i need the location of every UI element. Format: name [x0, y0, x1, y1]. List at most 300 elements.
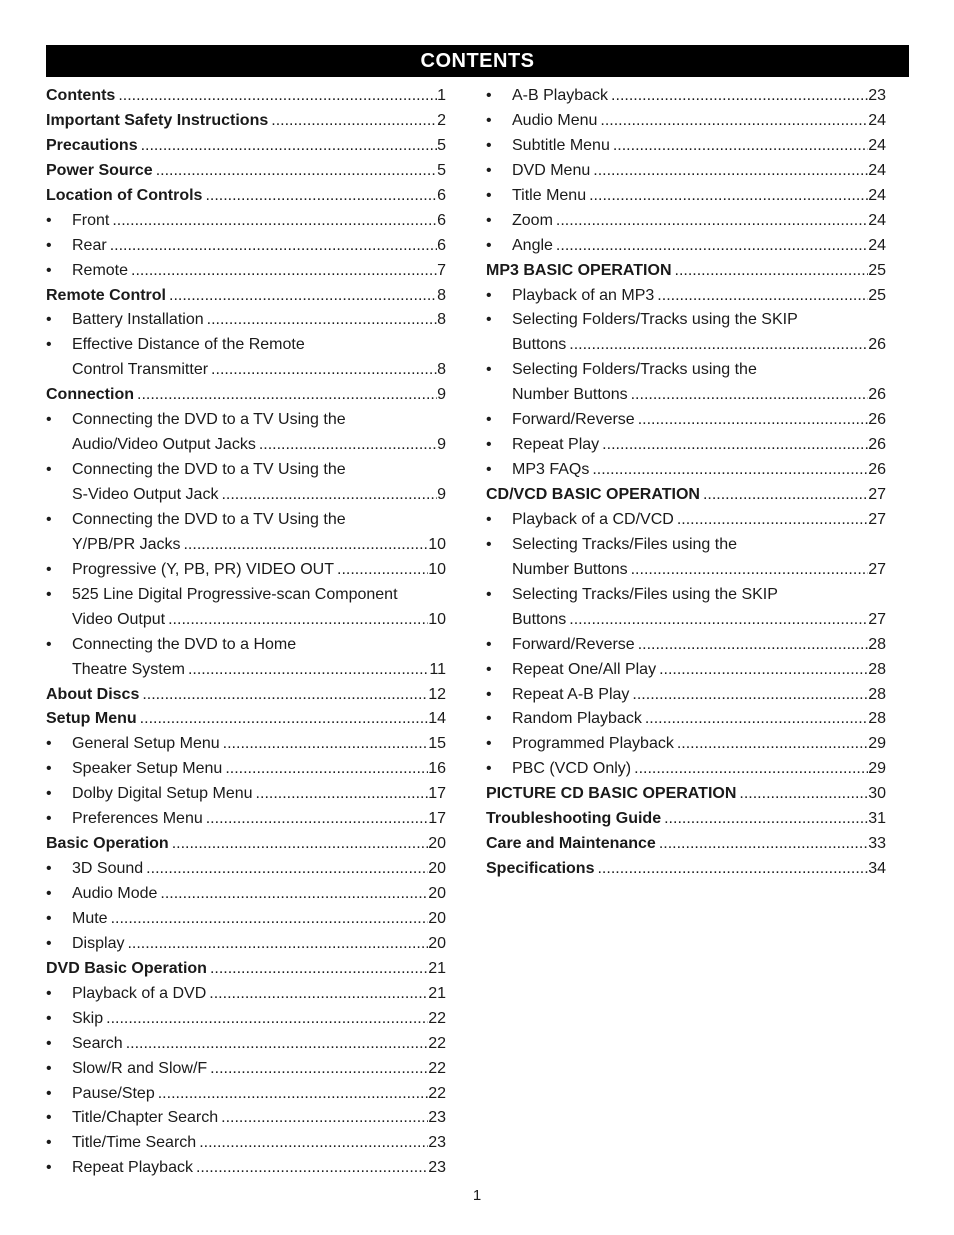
toc-entry: [46, 508, 446, 533]
dot-leader: [271, 109, 437, 134]
toc-page-number: 7: [437, 261, 446, 279]
toc-entry: [486, 583, 886, 608]
dot-leader: [664, 807, 868, 832]
bullet-icon: •: [486, 211, 492, 229]
dot-leader: [593, 159, 868, 184]
toc-entry: [486, 433, 886, 458]
dot-leader: [569, 333, 868, 358]
toc-page-number: 20: [428, 835, 446, 853]
toc-entry: [486, 658, 886, 683]
toc-page-number: 27: [868, 486, 886, 503]
dot-leader: [106, 1007, 428, 1032]
toc-entry-label: Zoom: [512, 211, 553, 229]
bullet-icon: •: [46, 1084, 52, 1102]
toc-section-entry: [486, 857, 886, 882]
toc-entry-label: Precautions: [46, 136, 138, 154]
toc-entry: [46, 658, 446, 683]
toc-entry-label: Theatre System: [72, 660, 185, 678]
toc-section-entry: [486, 483, 886, 508]
dot-leader: [110, 234, 437, 259]
toc-entry: [46, 633, 446, 658]
bullet-icon: •: [46, 461, 52, 479]
dot-leader: [677, 508, 868, 533]
toc-entry-label: Title Menu: [512, 186, 587, 204]
toc-entry-label: Location of Controls: [46, 186, 203, 204]
toc-entry-label: Preferences Menu: [72, 810, 203, 828]
toc-page-number: 5: [437, 161, 446, 179]
toc-entry-label: PBC (VCD Only): [512, 760, 632, 778]
bullet-icon: •: [46, 1159, 52, 1177]
toc-section-entry: [486, 259, 886, 284]
toc-entry-label: Audio Menu: [512, 111, 598, 129]
toc-section-entry: [46, 134, 446, 159]
toc-entry: [46, 1082, 446, 1107]
toc-entry-label: 525 Line Digital Progressive-scan Component: [72, 585, 398, 603]
toc-page-number: 10: [428, 610, 446, 628]
toc-section-entry: [486, 782, 886, 807]
toc-entry: [486, 757, 886, 782]
toc-entry: [486, 508, 886, 533]
bullet-icon: •: [46, 635, 52, 653]
bullet-icon: •: [486, 87, 492, 104]
bullet-icon: •: [486, 186, 492, 204]
toc-entry: [46, 882, 446, 907]
toc-entry-label: Connecting the DVD to a TV Using the: [72, 461, 346, 479]
bullet-icon: •: [46, 860, 52, 878]
bullet-icon: •: [486, 161, 492, 179]
toc-entry: [46, 757, 446, 782]
toc-entry-label: Connecting the DVD to a Home: [72, 635, 297, 653]
toc-page-number: 22: [428, 1034, 446, 1052]
toc-page-number: 24: [868, 161, 886, 179]
toc-entry: [46, 458, 446, 483]
bullet-icon: •: [486, 411, 492, 429]
dot-leader: [225, 757, 428, 782]
bullet-icon: •: [46, 909, 52, 927]
dot-leader: [199, 1131, 428, 1156]
toc-entry: [486, 683, 886, 708]
dot-leader: [131, 259, 437, 284]
dot-leader: [221, 1106, 428, 1131]
toc-section-entry: [46, 109, 446, 134]
toc-entry-label: Pause/Step: [72, 1084, 155, 1102]
toc-entry: [46, 907, 446, 932]
toc-entry-label: CD/VCD BASIC OPERATION: [486, 486, 700, 503]
toc-page-number: 8: [437, 286, 446, 304]
dot-leader: [659, 832, 868, 857]
dot-leader: [256, 782, 429, 807]
bullet-icon: •: [486, 760, 492, 778]
toc-page-number: 15: [428, 735, 446, 753]
dot-leader: [172, 832, 429, 857]
toc-entry-label: DVD Basic Operation: [46, 959, 207, 977]
bullet-icon: •: [46, 411, 52, 429]
toc-entry: [486, 84, 886, 109]
toc-entry-label: Repeat One/All Play: [512, 660, 657, 678]
dot-leader: [223, 732, 429, 757]
bullet-icon: •: [486, 136, 492, 154]
toc-entry-label: Connection: [46, 386, 134, 404]
toc-entry-label: Repeat A-B Play: [512, 685, 630, 703]
toc-entry-label: Contents: [46, 87, 116, 104]
dot-leader: [337, 558, 428, 583]
toc-entry: [46, 782, 446, 807]
toc-entry: [486, 383, 886, 408]
toc-entry: [46, 483, 446, 508]
toc-entry: [486, 558, 886, 583]
bullet-icon: •: [46, 885, 52, 902]
dot-leader: [259, 433, 437, 458]
toc-page-number: 21: [428, 984, 446, 1002]
toc-entry-label: Connecting the DVD to a TV Using the: [72, 411, 346, 429]
toc-entry-label: Repeat Playback: [72, 1159, 193, 1177]
toc-entry-label: Title/Chapter Search: [72, 1109, 219, 1127]
toc-entry: [46, 358, 446, 383]
toc-section-entry: [46, 707, 446, 732]
bullet-icon: •: [46, 785, 52, 803]
toc-page-number: 21: [428, 959, 446, 977]
dot-leader: [597, 857, 868, 882]
dot-leader: [112, 209, 437, 234]
dot-leader: [137, 383, 437, 408]
toc-entry-label: Progressive (Y, PB, PR) VIDEO OUT: [72, 560, 334, 578]
toc-section-entry: [46, 284, 446, 309]
dot-leader: [589, 184, 868, 209]
toc-entry: [486, 159, 886, 184]
toc-entry-label: Buttons: [512, 336, 567, 354]
dot-leader: [211, 358, 437, 383]
toc-page-number: 28: [868, 660, 886, 678]
toc-section-entry: [46, 159, 446, 184]
dot-leader: [141, 134, 438, 159]
toc-page-number: 23: [868, 87, 886, 104]
toc-section-entry: [46, 84, 446, 109]
toc-entry: [486, 608, 886, 633]
toc-entry-label: Setup Menu: [46, 710, 137, 728]
bullet-icon: •: [46, 510, 52, 528]
toc-page-number: 26: [868, 411, 886, 429]
bullet-icon: •: [46, 1034, 52, 1052]
toc-page-number: 27: [868, 510, 886, 528]
bullet-icon: •: [46, 934, 52, 952]
toc-entry-label: Video Output: [72, 610, 166, 628]
dot-leader: [196, 1156, 428, 1181]
dot-leader: [631, 558, 869, 583]
toc-entry: [486, 358, 886, 383]
toc-page-number: 20: [428, 885, 446, 902]
toc-entry-label: Slow/R and Slow/F: [72, 1059, 208, 1077]
toc-page-number: 22: [428, 1084, 446, 1102]
page-number: 1: [472, 1187, 482, 1204]
dot-leader: [209, 982, 428, 1007]
toc-section-entry: [46, 383, 446, 408]
toc-page-number: 8: [437, 361, 446, 379]
toc-entry-label: Title/Time Search: [72, 1134, 197, 1152]
toc-entry: [486, 308, 886, 333]
bullet-icon: •: [46, 1109, 52, 1127]
toc-page-number: 24: [868, 186, 886, 204]
bullet-icon: •: [486, 311, 492, 329]
toc-entry-label: Buttons: [512, 610, 567, 628]
contents-banner: [46, 45, 909, 77]
toc-entry-label: Audio/Video Output Jacks: [72, 436, 256, 454]
toc-entry: [46, 807, 446, 832]
dot-leader: [631, 383, 869, 408]
dot-leader: [206, 807, 428, 832]
toc-entry: [46, 234, 446, 259]
toc-section-entry: [486, 832, 886, 857]
toc-entry: [486, 732, 886, 757]
bullet-icon: •: [46, 560, 52, 578]
toc-entry: [46, 1131, 446, 1156]
toc-entry-label: Remote Control: [46, 286, 166, 304]
toc-entry: [486, 707, 886, 732]
bullet-icon: •: [46, 236, 52, 254]
toc-page-number: 34: [868, 860, 886, 878]
toc-entry: [46, 583, 446, 608]
toc-entry-label: Forward/Reverse: [512, 635, 635, 653]
toc-entry: [486, 234, 886, 259]
toc-entry-label: Care and Maintenance: [486, 835, 656, 853]
toc-entry: [46, 982, 446, 1007]
toc-entry-label: A-B Playback: [512, 87, 609, 104]
toc-entry: [486, 458, 886, 483]
toc-entry-label: Dolby Digital Setup Menu: [72, 785, 253, 803]
toc-entry: [486, 408, 886, 433]
toc-page-number: 28: [868, 635, 886, 653]
toc-entry-label: Display: [72, 934, 125, 952]
toc-entry: [46, 333, 446, 358]
toc-page-number: 24: [868, 136, 886, 154]
toc-entry: [46, 1007, 446, 1032]
toc-entry: [46, 259, 446, 284]
dot-leader: [657, 284, 868, 309]
bullet-icon: •: [46, 1009, 52, 1027]
bullet-icon: •: [486, 236, 492, 254]
bullet-icon: •: [46, 311, 52, 329]
bullet-icon: •: [486, 361, 492, 379]
toc-entry: [46, 1057, 446, 1082]
dot-leader: [207, 308, 437, 333]
dot-leader: [210, 1057, 428, 1082]
toc-page-number: 9: [437, 436, 446, 454]
toc-entry-label: DVD Menu: [512, 161, 591, 179]
toc-page-number: 26: [868, 461, 886, 479]
toc-page-number: 22: [428, 1059, 446, 1077]
toc-section-entry: [46, 184, 446, 209]
toc-entry-label: Important Safety Instructions: [46, 111, 269, 129]
toc-entry: [486, 284, 886, 309]
toc-entry-label: PICTURE CD BASIC OPERATION: [486, 785, 737, 803]
toc-page-number: 29: [868, 760, 886, 778]
toc-entry-label: Remote: [72, 261, 129, 279]
toc-entry-label: Y/PB/PR Jacks: [72, 535, 181, 553]
dot-leader: [677, 732, 868, 757]
toc-entry: [486, 134, 886, 159]
bullet-icon: •: [46, 336, 52, 354]
toc-entry: [46, 533, 446, 558]
toc-entry-label: Rear: [72, 236, 107, 254]
bullet-icon: •: [46, 261, 52, 279]
dot-leader: [592, 458, 868, 483]
toc-page-number: 10: [428, 535, 446, 553]
dot-leader: [638, 408, 869, 433]
toc-page-number: 11: [429, 660, 446, 678]
toc-page-number: 23: [428, 1134, 446, 1152]
toc-entry-label: Control Transmitter: [72, 361, 209, 379]
toc-page-number: 27: [868, 560, 886, 578]
toc-entry-label: MP3 BASIC OPERATION: [486, 261, 672, 279]
dot-leader: [140, 707, 429, 732]
toc-entry-label: Number Buttons: [512, 386, 628, 404]
toc-page-number: 12: [428, 685, 446, 703]
toc-page-number: 2: [437, 111, 446, 129]
toc-page-number: 24: [868, 111, 886, 129]
toc-entry-label: Speaker Setup Menu: [72, 760, 223, 778]
toc-entry-label: Selecting Tracks/Files using the: [512, 535, 737, 553]
toc-page-number: 20: [428, 934, 446, 952]
toc-entry: [486, 333, 886, 358]
toc-entry: [46, 732, 446, 757]
bullet-icon: •: [46, 1134, 52, 1152]
dot-leader: [613, 134, 868, 159]
toc-page-number: 29: [868, 735, 886, 753]
toc-page-number: 6: [437, 186, 446, 204]
toc-section-entry: [486, 807, 886, 832]
toc-entry: [46, 433, 446, 458]
dot-leader: [675, 259, 869, 284]
dot-leader: [600, 109, 868, 134]
dot-leader: [556, 234, 868, 259]
dot-leader: [126, 1032, 429, 1057]
bullet-icon: •: [486, 436, 492, 454]
bullet-icon: •: [486, 660, 492, 678]
toc-entry-label: Angle: [512, 236, 553, 254]
bullet-icon: •: [486, 535, 492, 553]
toc-entry-label: About Discs: [46, 685, 140, 703]
dot-leader: [169, 284, 437, 309]
bullet-icon: •: [46, 760, 52, 778]
toc-entry-label: Repeat Play: [512, 436, 600, 454]
toc-entry: [46, 209, 446, 234]
toc-entry-label: Playback of an MP3: [512, 286, 655, 304]
toc-entry-label: Effective Distance of the Remote: [72, 336, 305, 354]
dot-leader: [183, 533, 428, 558]
bullet-icon: •: [486, 735, 492, 753]
dot-leader: [158, 1082, 428, 1107]
toc-page-number: 6: [437, 211, 446, 229]
toc-page-number: 6: [437, 236, 446, 254]
toc-page-number: 28: [868, 710, 886, 728]
toc-entry-label: Connecting the DVD to a TV Using the: [72, 510, 346, 528]
toc-entry-label: Programmed Playback: [512, 735, 674, 753]
toc-entry: [46, 608, 446, 633]
toc-page-number: 26: [868, 436, 886, 454]
toc-entry-label: Random Playback: [512, 710, 642, 728]
dot-leader: [127, 932, 428, 957]
toc-page-number: 9: [437, 386, 446, 404]
bullet-icon: •: [46, 211, 52, 229]
toc-page-number: 22: [428, 1009, 446, 1027]
dot-leader: [659, 658, 868, 683]
toc-page-number: 10: [428, 560, 446, 578]
toc-entry: [46, 857, 446, 882]
toc-page-number: 8: [437, 311, 446, 329]
toc-entry: [486, 109, 886, 134]
toc-entry-label: Front: [72, 211, 110, 229]
toc-entry: [486, 209, 886, 234]
bullet-icon: •: [486, 286, 492, 304]
toc-entry-label: MP3 FAQs: [512, 461, 590, 479]
toc-entry-label: Specifications: [486, 860, 595, 878]
bullet-icon: •: [46, 810, 52, 828]
toc-page-number: 5: [437, 136, 446, 154]
toc-page-number: 30: [868, 785, 886, 803]
toc-page-number: 24: [868, 211, 886, 229]
toc-entry: [46, 558, 446, 583]
bullet-icon: •: [486, 635, 492, 653]
toc-page-number: 20: [428, 860, 446, 878]
toc-page-number: 28: [868, 685, 886, 703]
toc-page-number: 33: [868, 835, 886, 853]
toc-entry: [486, 533, 886, 558]
page-title: CONTENTS: [420, 49, 535, 72]
dot-leader: [156, 159, 437, 184]
toc-entry-label: Number Buttons: [512, 560, 628, 578]
toc-entry-label: Power Source: [46, 161, 153, 179]
toc-entry-label: 3D Sound: [72, 860, 144, 878]
toc-page-number: 27: [868, 610, 886, 628]
bullet-icon: •: [486, 585, 492, 603]
toc-entry-label: S-Video Output Jack: [72, 486, 219, 503]
toc-section-entry: [46, 957, 446, 982]
toc-entry-label: General Setup Menu: [72, 735, 220, 753]
bullet-icon: •: [46, 1059, 52, 1077]
toc-entry-label: Troubleshooting Guide: [486, 810, 662, 828]
bullet-icon: •: [486, 461, 492, 479]
toc-page-number: 23: [428, 1109, 446, 1127]
toc-entry: [46, 1106, 446, 1131]
bullet-icon: •: [486, 510, 492, 528]
dot-leader: [645, 707, 868, 732]
toc-page-number: 20: [428, 909, 446, 927]
toc-entry-label: Playback of a DVD: [72, 984, 207, 1002]
dot-leader: [118, 84, 437, 109]
dot-leader: [142, 683, 428, 708]
bullet-icon: •: [46, 585, 52, 603]
toc-entry-label: Battery Installation: [72, 311, 204, 329]
toc-entry: [46, 1156, 446, 1181]
toc-entry: [46, 308, 446, 333]
dot-leader: [556, 209, 868, 234]
toc-entry-label: Playback of a CD/VCD: [512, 510, 674, 528]
toc-page-number: 25: [868, 286, 886, 304]
toc-page-number: 17: [428, 785, 446, 803]
toc-entry-label: Subtitle Menu: [512, 136, 610, 154]
dot-leader: [638, 633, 869, 658]
toc-page-number: 16: [428, 760, 446, 778]
toc-entry: [46, 408, 446, 433]
toc-page-number: 17: [428, 810, 446, 828]
dot-leader: [205, 184, 437, 209]
dot-leader: [611, 84, 868, 109]
toc-page-number: 1: [437, 87, 446, 104]
toc-page-number: 23: [428, 1159, 446, 1177]
dot-leader: [188, 658, 429, 683]
toc-entry-label: Audio Mode: [72, 885, 158, 902]
toc-entry: [486, 184, 886, 209]
dot-leader: [210, 957, 428, 982]
